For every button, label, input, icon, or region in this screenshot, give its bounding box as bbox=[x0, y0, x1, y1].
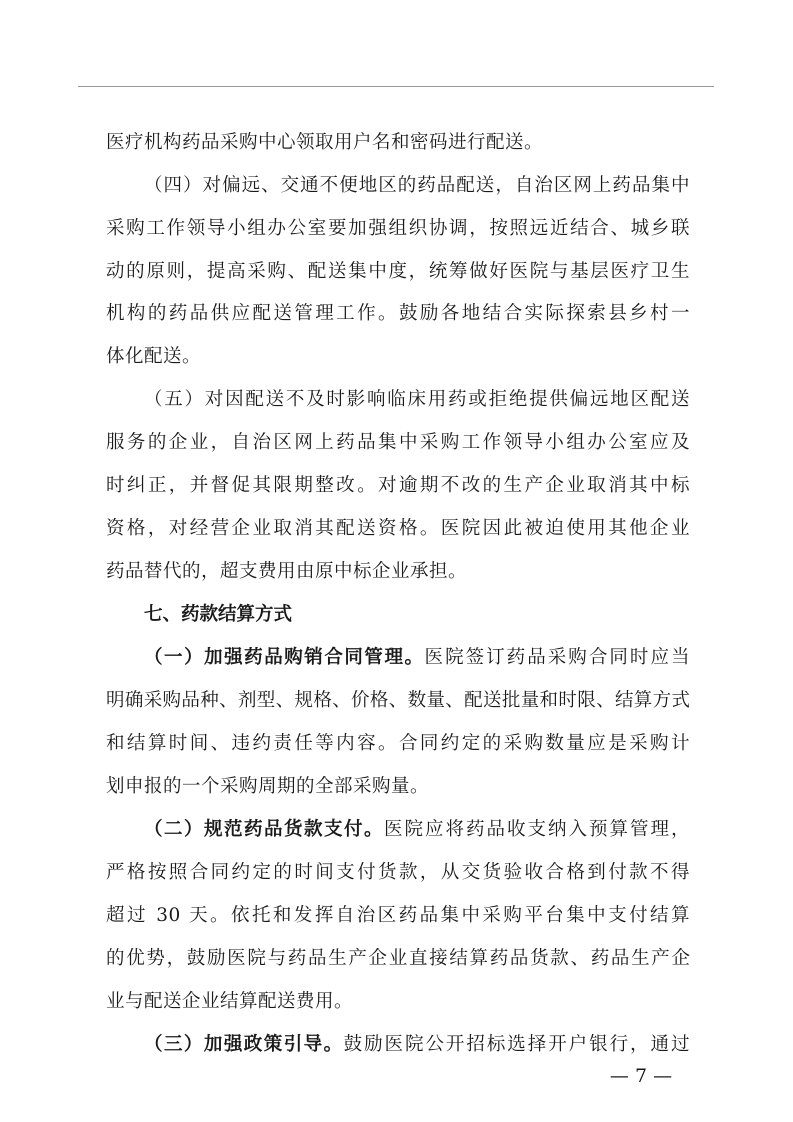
paragraph-text: 医院应将药品收支纳入预算管理， bbox=[384, 819, 690, 840]
paragraph-line: 超过 30 天。依托和发挥自治区药品集中采购平台集中支付结算 bbox=[106, 905, 690, 926]
subsection-lead: （三）加强政策引导。 bbox=[144, 1034, 344, 1055]
subsection-lead: （一）加强药品购销合同管理。 bbox=[144, 647, 425, 668]
paragraph-line: 医疗机构药品采购中心领取用户名和密码进行配送。 bbox=[106, 132, 544, 153]
paragraph-line: （四）对偏远、交通不便地区的药品配送，自治区网上药品集中 bbox=[144, 175, 690, 196]
page-number: — 7 — bbox=[609, 1065, 673, 1087]
paragraph-line bbox=[144, 1029, 690, 1061]
paragraph-text: 鼓励医院公开招标选择开户银行，通过 bbox=[343, 1034, 690, 1055]
paragraph-line: 严格按照合同约定的时间支付货款，从交货验收合格到付款不得 bbox=[106, 862, 690, 883]
paragraph-line: 药品替代的，超支费用由原中标企业承担。 bbox=[106, 561, 468, 582]
paragraph-line: 动的原则，提高采购、配送集中度，统筹做好医院与基层医疗卫生 bbox=[106, 261, 690, 282]
paragraph-line: 采购工作领导小组办公室要加强组织协调，按照远近结合、城乡联 bbox=[106, 218, 690, 239]
paragraph-line: 的优势，鼓励医院与药品生产企业直接结算药品货款、药品生产企 bbox=[106, 948, 690, 969]
paragraph-line: 服务的企业，自治区网上药品集中采购工作领导小组办公室应及 bbox=[106, 432, 690, 453]
paragraph-line bbox=[144, 814, 690, 846]
paragraph-line: 和结算时间、违约责任等内容。合同约定的采购数量应是采购计 bbox=[106, 733, 690, 754]
paragraph-line: 资格，对经营企业取消其配送资格。医院因此被迫使用其他企业 bbox=[106, 518, 690, 539]
paragraph-line: 划申报的一个采购周期的全部采购量。 bbox=[106, 776, 430, 797]
paragraph-line: 明确采购品种、剂型、规格、价格、数量、配送批量和时限、结算方式 bbox=[106, 690, 690, 711]
paragraph-line bbox=[144, 642, 690, 674]
paragraph-line: 时纠正，并督促其限期整改。对逾期不改的生产企业取消其中标 bbox=[106, 475, 690, 496]
section-heading: 七、药款结算方式 bbox=[144, 604, 293, 625]
paragraph-line: 机构的药品供应配送管理工作。鼓励各地结合实际探索县乡村一 bbox=[106, 303, 690, 324]
paragraph-line: 业与配送企业结算配送费用。 bbox=[106, 991, 354, 1012]
subsection-lead: （二）规范药品货款支付。 bbox=[144, 819, 384, 840]
paragraph-line: （五）对因配送不及时影响临床用药或拒绝提供偏远地区配送 bbox=[144, 389, 690, 410]
paragraph-line: 体化配送。 bbox=[106, 346, 202, 367]
paragraph-text: 医院签订药品采购合同时应当 bbox=[424, 647, 690, 668]
